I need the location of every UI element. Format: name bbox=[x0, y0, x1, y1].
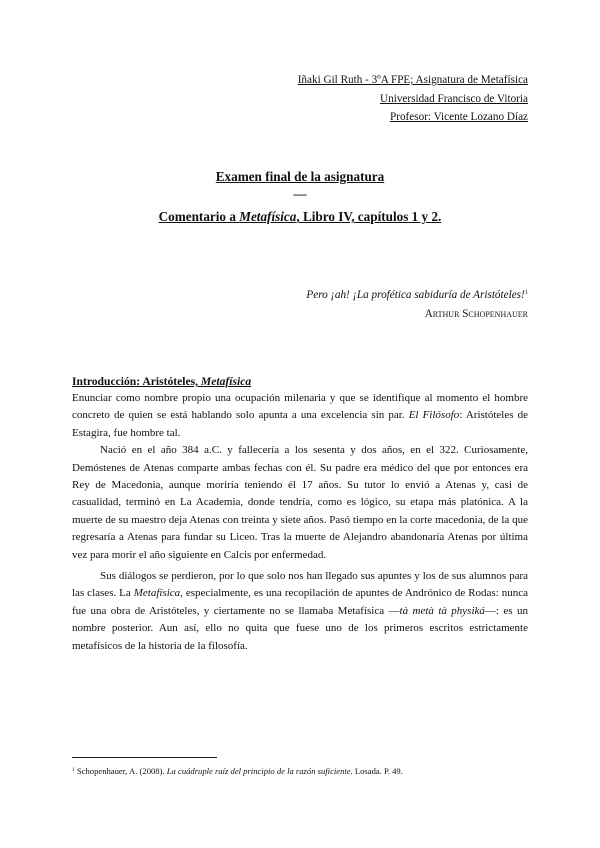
epigraph-author: Arthur Schopenhauer bbox=[424, 308, 528, 320]
header-author-course: Iñaki Gil Ruth - 3ºA FPE; Asignatura de Metafísica bbox=[297, 74, 528, 86]
epigraph-quote bbox=[306, 283, 528, 305]
paragraph-3-emphasis-greek: tà metà tà physiká bbox=[399, 604, 485, 617]
document-header bbox=[298, 71, 528, 127]
section-heading bbox=[72, 374, 528, 390]
paragraph-3-emphasis-work: Metafísica bbox=[133, 587, 181, 600]
title-dash: — bbox=[293, 186, 307, 201]
epigraph bbox=[306, 283, 528, 324]
document-title: Examen final de la asignatura bbox=[215, 169, 385, 184]
paragraph-1 bbox=[72, 390, 528, 442]
footnote-text-a: Schopenhauer, A. (2008). bbox=[74, 766, 167, 776]
section-heading-work: Metafísica bbox=[200, 375, 252, 388]
paragraph-3 bbox=[72, 568, 528, 655]
introduction-section bbox=[72, 374, 528, 655]
paragraph-3-text-a: Sus diálogos se perdieron, por lo que solo nos han llegado sus apuntes y los de sus alumnos para las clases. La bbox=[72, 570, 528, 600]
footnote-book-title: La cuádruple raíz del principio de la razón suficiente bbox=[166, 766, 351, 776]
section-heading-prefix: Introducción: Aristóteles, bbox=[72, 375, 201, 388]
paragraph-3-text-c: —: es un nombre posterior. Aun así, ello no quita que fuese uno de los primeros escritos estrictamente metafísicos de la historia de la filosofía. bbox=[72, 604, 528, 652]
subtitle-prefix: Comentario a bbox=[158, 209, 240, 224]
paragraph-2: Nació en el año 384 a.C. y fallecería a los sesenta y dos años, en el 322. Curiosamente, Demóstenes de Atenas comparte ambas fechas con él. Su padre era médico del que por entonces era Rey de Macedonia, aunque moriría teniendo él 17 años. Su tutor lo envió a Atenas y, casi de casualidad, terminó en La Academia, donde tendría, como es lógico, su etapa más platónica. A la muerte de su maestro deja Atenas con treinta y siete años. Pasó tiempo en la corte macedonia, de la que regresaría a Atenas para fundar su Liceo. Tras la muerte de Alejandro abandonaría Atenas por última vez para morir el año siguiente en Calcis por enfermedad. bbox=[72, 444, 528, 561]
subtitle-work: Metafísica bbox=[239, 209, 297, 224]
title-block bbox=[72, 168, 528, 227]
footnote-text-b: . Losada. P. 49. bbox=[350, 766, 403, 776]
footnote-divider bbox=[72, 757, 217, 758]
paragraph-1-text-a: Enunciar como nombre propio una ocupación milenaria y que se identifique al momento el hombre concreto de quien se está hablando solo apunta a una excelencia sin par. bbox=[72, 392, 528, 422]
footnote bbox=[72, 764, 528, 777]
header-university: Universidad Francisco de Vitoria bbox=[380, 92, 528, 105]
epigraph-footnote-marker: 1 bbox=[524, 289, 528, 296]
header-professor: Profesor: Vicente Lozano Díaz bbox=[390, 111, 528, 123]
paragraph-1-text-b: : Aristóteles de Estagira, fue hombre tal. bbox=[72, 409, 528, 439]
footnote-marker: 1 bbox=[72, 767, 75, 773]
paragraph-1-emphasis: El Filósofo bbox=[408, 409, 460, 422]
paragraph-3-text-b: , especialmente, es una recopilación de apuntes de Andrónico de Rodas: nunca fue una obra de Aristóteles, y ciertamente no se llamaba Metafísica — bbox=[72, 587, 528, 617]
document-subtitle bbox=[72, 207, 528, 227]
subtitle-suffix: , Libro IV, capítulos 1 y 2. bbox=[296, 209, 442, 224]
epigraph-quote-text: Pero ¡ah! ¡La profética sabiduría de Aristóteles! bbox=[306, 289, 525, 301]
